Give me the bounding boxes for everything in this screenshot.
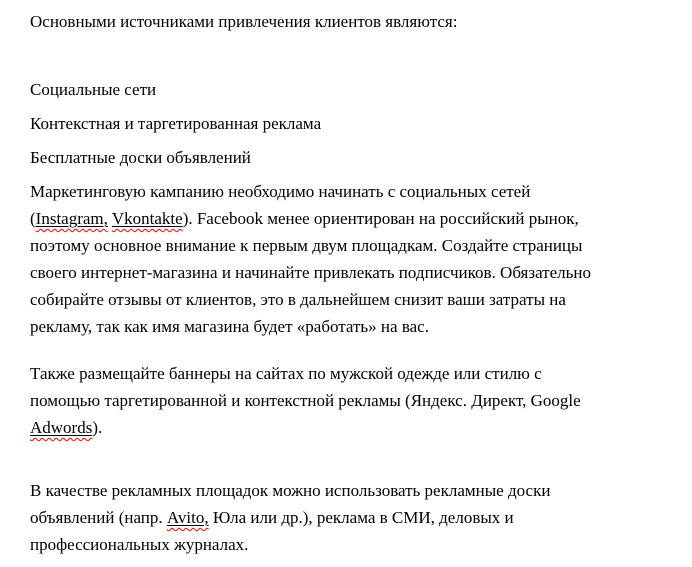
- underlined-term: [36, 209, 108, 228]
- underlined-term: [112, 209, 183, 228]
- sources-list: [30, 76, 662, 171]
- list-item-free-boards[interactable]: Бесплатные доски объявлений: [30, 148, 251, 167]
- misspelled-word: Instagram,: [35, 209, 108, 228]
- underlined-term: [30, 418, 92, 437]
- list-item-social-networks[interactable]: Социальные сети: [30, 80, 157, 99]
- paragraph-banners-ads[interactable]: Также размещайте баннеры на сайтах по мужской одежде или стилю с помощью таргетированной и контекстной рекламы (Яндекс. Директ, Google Adwords).: [30, 364, 581, 437]
- paragraph-marketing-campaign[interactable]: Маркетинговую кампанию необходимо начинать с социальных сетей (Instagram, Vkontakte). Facebook менее ориентирован на российский рынок, поэтому основное внимание к первым двум площадкам. Создайте страницы своего интернет-магазина и начинайте привлекать подписчиков. Обязательно собирайте отзывы от клиентов, это в дальнейшем снизит ваши затраты на рекламу, так как имя магазина будет «работать» на вас.: [30, 182, 591, 336]
- misspelled-word: Vkontakte: [111, 209, 183, 228]
- list-item-contextual-ads[interactable]: Контекстная и таргетированная реклама: [30, 114, 322, 133]
- misspelled-word: Adwords: [30, 418, 93, 437]
- paragraph-ad-boards[interactable]: В качестве рекламных площадок можно использовать рекламные доски объявлений (напр. Avito, Юла или др.), реклама в СМИ, деловых и профессиональных журналах.: [30, 481, 551, 554]
- misspelled-word: Avito,: [166, 508, 209, 527]
- underlined-term: [167, 508, 209, 527]
- intro-paragraph[interactable]: Основными источниками привлечения клиентов являются:: [30, 12, 458, 31]
